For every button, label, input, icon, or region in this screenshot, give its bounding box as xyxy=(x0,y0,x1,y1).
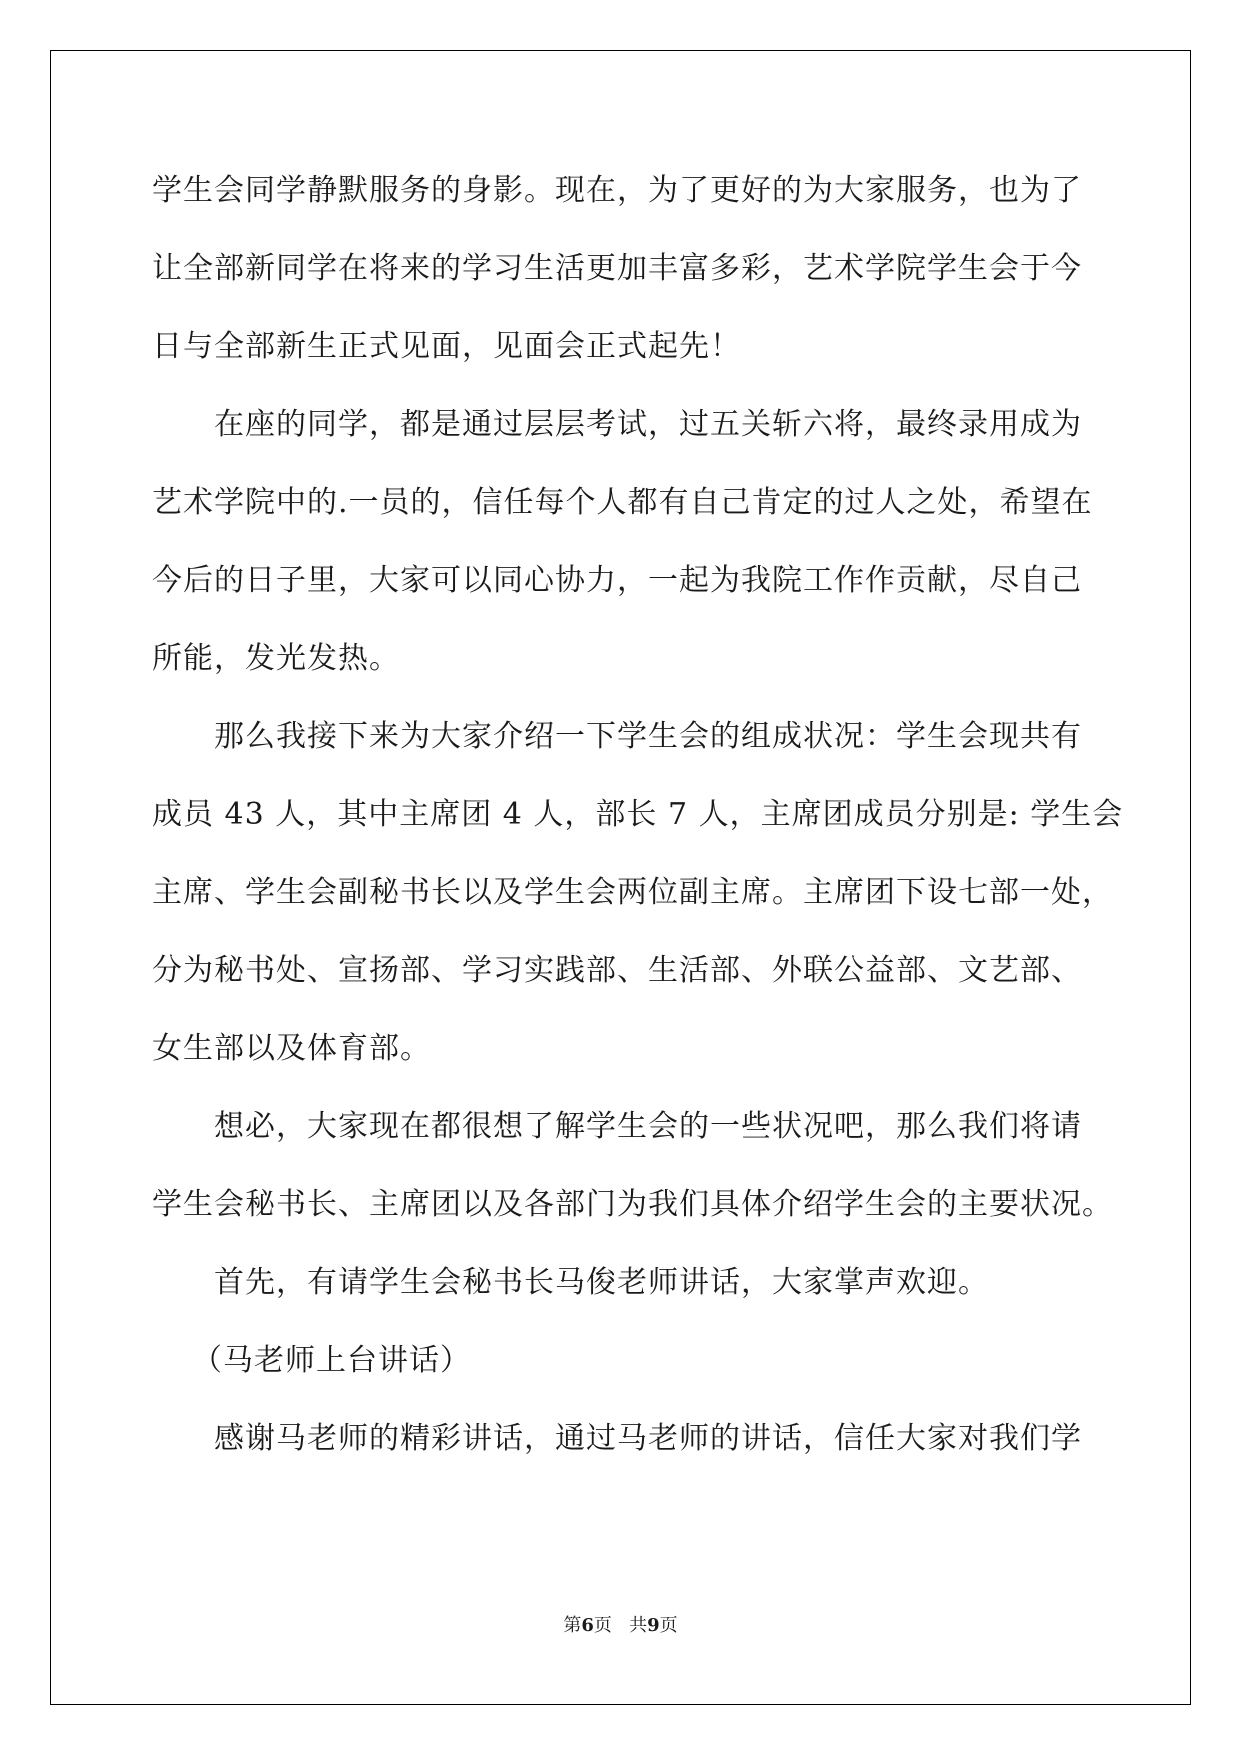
text-line-12: 女生部以及体育部。 xyxy=(152,1031,431,1066)
document-body xyxy=(152,152,1124,1478)
text-line-9: 成员 43 人，其中主席团 4 人，部长 7 人，主席团成员分别是: 学生会 xyxy=(152,797,1124,832)
text-line-14: 学生会秘书长、主席团以及各部门为我们具体介绍学生会的主要状况。 xyxy=(152,1187,1113,1222)
total-pages-number: 9 xyxy=(647,1615,660,1636)
text-line-13: 想必，大家现在都很想了解学生会的一些状况吧，那么我们将请 xyxy=(214,1109,1082,1144)
text-line-2: 让全部新同学在将来的学习生活更加丰富多彩，艺术学院学生会于今 xyxy=(152,251,1082,286)
text-line-5: 艺术学院中的.一员的，信任每个人都有自己肯定的过人之处，希望在 xyxy=(152,485,1093,520)
footer-total-prefix: 共 xyxy=(629,1615,648,1636)
text-line-11: 分为秘书处、宣扬部、学习实践部、生活部、外联公益部、文艺部、 xyxy=(152,953,1082,988)
text-line-10: 主席、学生会副秘书长以及学生会两位副主席。主席团下设七部一处， xyxy=(152,875,1113,910)
footer-total-suffix: 页 xyxy=(659,1615,678,1636)
text-line-15: 首先，有请学生会秘书长马俊老师讲话，大家掌声欢迎。 xyxy=(214,1265,989,1300)
text-line-17: 感谢马老师的精彩讲话，通过马老师的讲话，信任大家对我们学 xyxy=(214,1421,1082,1456)
text-line-6: 今后的日子里，大家可以同心协力，一起为我院工作作贡献，尽自己 xyxy=(152,563,1082,598)
footer-prefix: 第 xyxy=(563,1615,582,1636)
text-line-3: 日与全部新生正式见面，见面会正式起先！ xyxy=(152,329,741,364)
footer-page-word: 页 xyxy=(593,1615,612,1636)
text-line-8: 那么我接下来为大家介绍一下学生会的组成状况：学生会现共有 xyxy=(214,719,1082,754)
current-page-number: 6 xyxy=(581,1615,594,1636)
text-line-16: （马老师上台讲话） xyxy=(192,1343,471,1378)
page-footer xyxy=(0,1614,1241,1638)
text-line-4: 在座的同学，都是通过层层考试，过五关斩六将，最终录用成为 xyxy=(214,407,1082,442)
text-line-1: 学生会同学静默服务的身影。现在，为了更好的为大家服务，也为了 xyxy=(152,173,1082,208)
text-line-7: 所能，发光发热。 xyxy=(152,641,400,676)
